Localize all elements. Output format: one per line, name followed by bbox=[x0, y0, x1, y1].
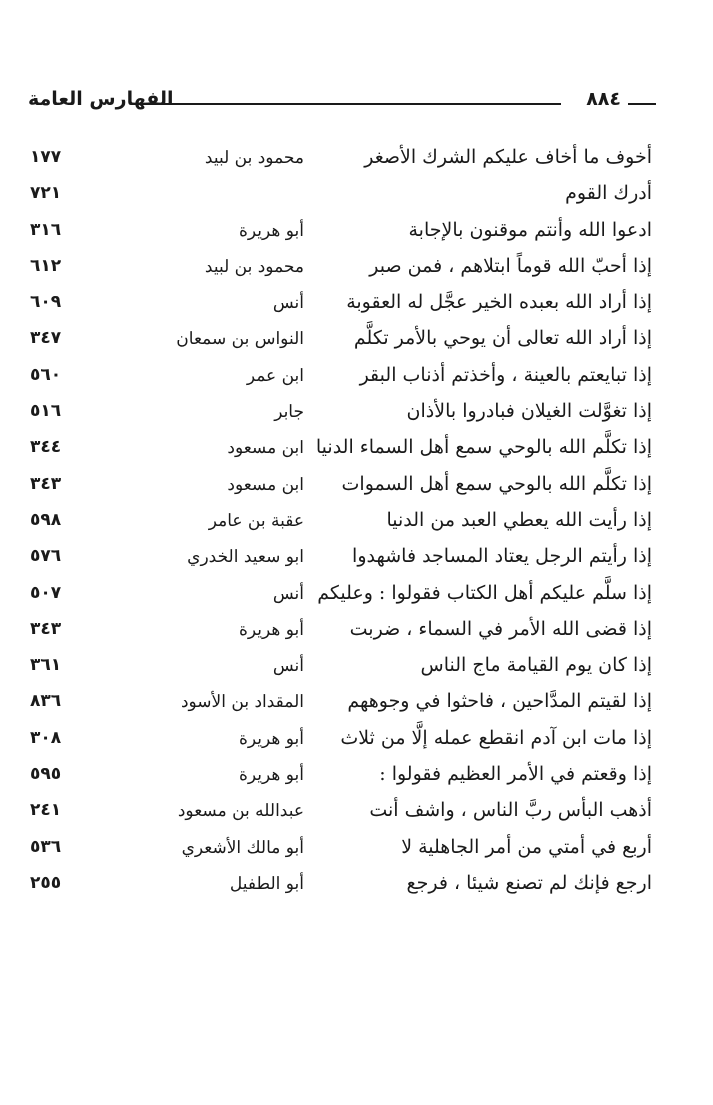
hadith-text: إذا سلَّم عليكم أهل الكتاب فقولوا : وعليكم bbox=[317, 581, 652, 604]
hadith-text: أربع في أمتي من أمر الجاهلية لا bbox=[401, 835, 652, 858]
page-reference: ٣١٦ bbox=[30, 219, 62, 240]
narrator-name: أبو هريرة bbox=[238, 728, 304, 749]
hadith-text: أخوف ما أخاف عليكم الشرك الأصغر bbox=[364, 146, 652, 168]
index-row bbox=[30, 650, 652, 686]
hadith-text: أدرك القوم bbox=[565, 182, 652, 205]
index-row bbox=[30, 868, 652, 904]
index-row bbox=[30, 614, 652, 650]
hadith-text: إذا تكلَّم الله بالوحي سمع أهل السموات bbox=[341, 472, 652, 495]
index-row bbox=[30, 723, 652, 759]
hadith-text: إذا تكلَّم الله بالوحي سمع أهل السماء الدنيا bbox=[315, 436, 652, 459]
index-row bbox=[30, 287, 652, 323]
hadith-text: إذا رأيتم الرجل يعتاد المساجد فاشهدوا bbox=[352, 545, 652, 568]
narrator-name: أنس bbox=[272, 583, 304, 604]
page-reference: ٣٤٤ bbox=[30, 437, 62, 458]
page-reference: ١٧٧ bbox=[30, 147, 62, 167]
narrator-name: جابر bbox=[274, 402, 304, 423]
page-reference: ٥٩٥ bbox=[30, 764, 62, 785]
narrator-name: أبو هريرة bbox=[238, 619, 304, 640]
hadith-text: إذا رأيت الله يعطي العبد من الدنيا bbox=[386, 508, 652, 531]
page-reference: ٦٠٩ bbox=[30, 292, 62, 313]
page-header bbox=[28, 88, 656, 114]
hadith-text: أذهب البأس ربَّ الناس ، واشف أنت bbox=[369, 799, 652, 822]
index-row bbox=[30, 686, 652, 722]
page-reference: ٢٤١ bbox=[30, 800, 62, 821]
hadith-text: إذا قضى الله الأمر في السماء ، ضربت bbox=[349, 617, 652, 640]
narrator-name: ابن مسعود bbox=[227, 474, 304, 495]
narrator-name: عقبة بن عامر bbox=[208, 510, 304, 531]
hadith-text: ادعوا الله وأنتم موقنون بالإجابة bbox=[408, 218, 652, 241]
page-reference: ٥٦٠ bbox=[30, 364, 62, 385]
page-reference: ٦١٢ bbox=[30, 255, 62, 276]
hadith-text: إذا أحبّ الله قوماً ابتلاهم ، فمن صبر bbox=[369, 254, 652, 277]
narrator-name: أبو الطفيل bbox=[229, 873, 304, 894]
index-row bbox=[30, 759, 652, 795]
page-reference: ٥٠٧ bbox=[30, 582, 62, 603]
index-row bbox=[30, 251, 652, 287]
narrator-name: أنس bbox=[272, 656, 304, 677]
narrator-name: أبو هريرة bbox=[238, 765, 304, 786]
index-row bbox=[30, 541, 652, 577]
running-title: الفهارس العامة bbox=[28, 88, 174, 110]
hadith-text: إذا وقعتم في الأمر العظيم فقولوا : bbox=[379, 763, 652, 786]
index-row bbox=[30, 360, 652, 396]
index-row bbox=[30, 396, 652, 432]
hadith-text: إذا أراد الله بعبده الخير عجَّل له العقوبة bbox=[346, 291, 652, 314]
hadith-text: إذا كان يوم القيامة ماج الناس bbox=[420, 654, 652, 677]
narrator-name: عبدالله بن مسعود bbox=[177, 801, 304, 822]
hadith-text: إذا أراد الله تعالى أن يوحي بالأمر تكلَّم bbox=[353, 327, 652, 350]
index-row bbox=[30, 578, 652, 614]
page-reference: ٣٤٣ bbox=[30, 473, 62, 494]
page-reference: ٢٥٥ bbox=[30, 872, 62, 893]
page-reference: ٥٩٨ bbox=[30, 509, 62, 530]
hadith-text: إذا مات ابن آدم انقطع عمله إلَّا من ثلاث bbox=[340, 726, 652, 749]
index-row bbox=[30, 832, 652, 868]
index-row bbox=[30, 505, 652, 541]
index-row bbox=[30, 795, 652, 831]
narrator-name: ابو سعيد الخدري bbox=[187, 547, 304, 568]
header-rule bbox=[148, 103, 561, 105]
narrator-name: محمود بن لبيد bbox=[204, 256, 304, 277]
page-reference: ٥٣٦ bbox=[30, 836, 62, 857]
index-row bbox=[30, 178, 652, 214]
page-reference: ٥٧٦ bbox=[30, 546, 62, 567]
narrator-name: أنس bbox=[272, 293, 304, 314]
narrator-name: أبو مالك الأشعري bbox=[181, 837, 304, 858]
hadith-index-list bbox=[30, 142, 652, 904]
hadith-text: إذا تغوَّلت الغيلان فبادروا بالأذان bbox=[406, 400, 652, 423]
narrator-name: محمود بن لبيد bbox=[204, 148, 304, 168]
page-reference: ٣٦١ bbox=[30, 655, 62, 676]
index-row bbox=[30, 142, 652, 178]
narrator-name: ابن عمر bbox=[246, 365, 304, 386]
header-dash bbox=[628, 103, 656, 105]
narrator-name: ابن مسعود bbox=[227, 438, 304, 459]
index-row bbox=[30, 215, 652, 251]
hadith-text: إذا لقيتم المدَّاحين ، فاحثوا في وجوههم bbox=[347, 690, 652, 713]
page-reference: ٧٢١ bbox=[30, 183, 62, 204]
page-reference: ٣٤٣ bbox=[30, 618, 62, 639]
narrator-name: المقداد بن الأسود bbox=[180, 692, 304, 713]
index-row bbox=[30, 432, 652, 468]
page-reference: ٣٠٨ bbox=[30, 727, 62, 748]
hadith-text: إذا تبايعتم بالعينة ، وأخذتم أذناب البقر bbox=[359, 363, 652, 386]
page-reference: ٨٣٦ bbox=[30, 691, 62, 712]
page-number: ٨٨٤ bbox=[586, 88, 621, 110]
page-reference: ٣٤٧ bbox=[30, 328, 62, 349]
narrator-name: أبو هريرة bbox=[238, 220, 304, 241]
page-reference: ٥١٦ bbox=[30, 401, 62, 422]
hadith-text: ارجع فإنك لم تصنع شيئا ، فرجع bbox=[406, 871, 652, 894]
index-row bbox=[30, 323, 652, 359]
narrator-name: النواس بن سمعان bbox=[176, 329, 304, 350]
index-row bbox=[30, 469, 652, 505]
